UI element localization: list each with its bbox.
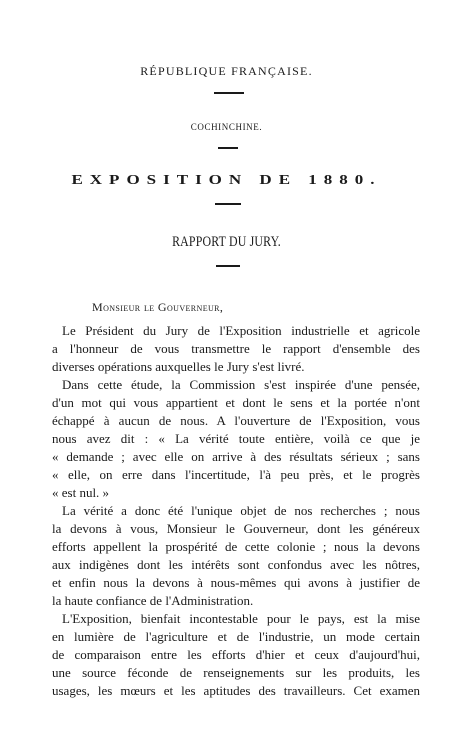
body-line: usages, les mœurs et les aptitudes des travailleurs. Cet examen (52, 683, 420, 698)
body-line: « demande ; avec elle on arrive à des résultats sérieux ; sans (52, 449, 420, 464)
body-line: diverses opérations auxquelles le Jury s'est livré. (52, 359, 305, 374)
body-line: aux indigènes dont les intérêts sont confondus avec les nôtres, (52, 557, 420, 572)
divider-rule (215, 203, 241, 205)
body-line: nous avez dit : « La vérité toute entière, voilà ce que je (52, 431, 420, 446)
body-line: de comparaison entre les efforts d'hier et ceux d'aujourd'hui, (52, 647, 420, 662)
body-line: efforts appellent la prospérité de cette colonie ; nous la devons (52, 539, 420, 554)
body-line: et enfin nous la devons à nous-mêmes qui avons à justifier de (52, 575, 420, 590)
body-line: échappé à aucun de nous. A l'ouverture de l'Exposition, vous (52, 413, 420, 428)
body-line: a l'honneur de vous transmettre le rapport d'ensemble des (52, 341, 420, 356)
republic-heading: RÉPUBLIQUE FRANÇAISE. (140, 64, 313, 78)
exposition-title: EXPOSITION DE 1880. (71, 172, 382, 188)
divider-rule (214, 92, 244, 94)
body-line: Dans cette étude, la Commission s'est inspirée d'une pensée, (62, 377, 420, 392)
report-title: RAPPORT DU JURY. (172, 234, 281, 250)
body-line: « est nul. » (52, 485, 110, 500)
body-line: « elle, on erre dans l'incertitude, l'à peu près, et le progrès (52, 467, 420, 482)
body-line: la haute confiance de l'Administration. (52, 593, 254, 608)
body-line: d'un mot qui vous appartient et dont le sens et la portée n'ont (52, 395, 420, 410)
salutation: Monsieur le Gouverneur, (92, 300, 224, 314)
body-line: la devons à vous, Monsieur le Gouverneur, dont les généreux (52, 521, 420, 536)
body-line: en lumière de l'agriculture et de l'industrie, un mode certain (52, 629, 420, 644)
divider-rule (218, 147, 238, 149)
body-text (52, 322, 420, 700)
body-line: une source féconde de renseignements sur les produits, les (52, 665, 420, 680)
body-line: L'Exposition, bienfait incontestable pour le pays, est la mise (62, 611, 420, 626)
body-line: La vérité a donc été l'unique objet de nos recherches ; nous (62, 503, 420, 518)
body-line: Le Président du Jury de l'Exposition industrielle et agricole (62, 323, 420, 338)
divider-rule (216, 265, 240, 267)
colony-heading: COCHINCHINE. (190, 122, 263, 132)
